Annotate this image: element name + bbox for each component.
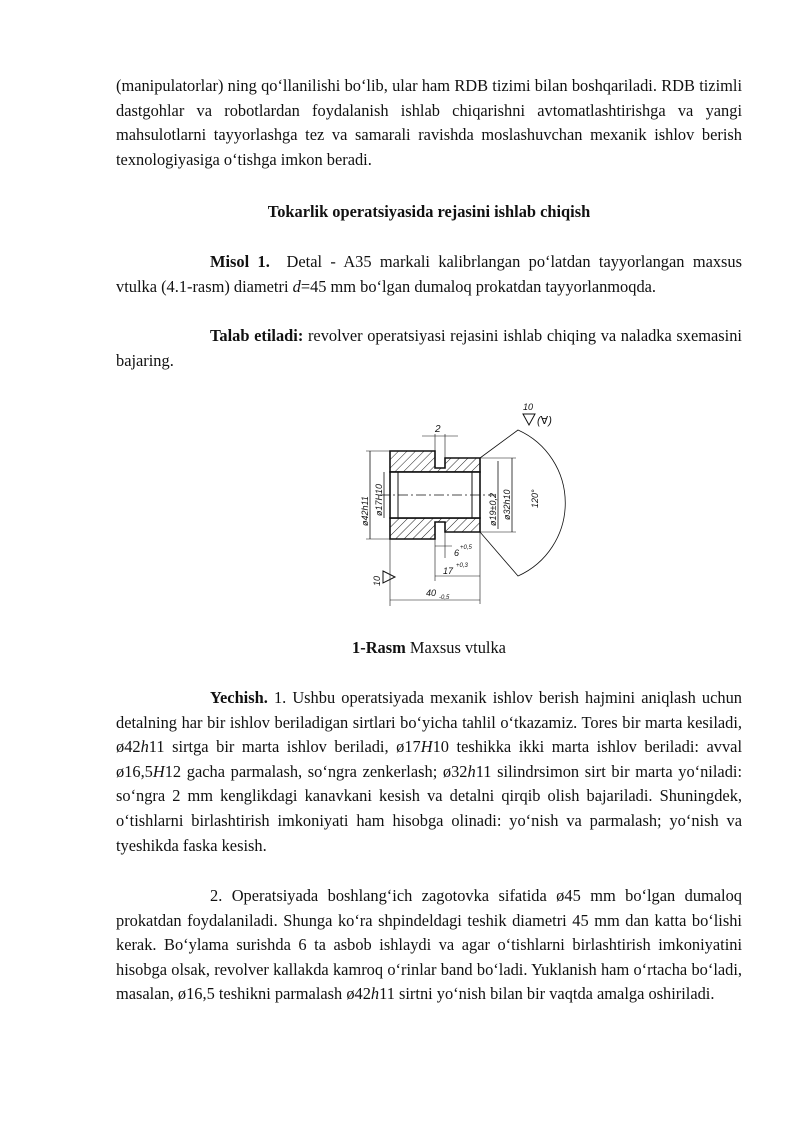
caption-text: Maxsus vtulka (409, 638, 506, 657)
label-rough-left: 10 (372, 575, 382, 586)
roughness-left-icon (383, 571, 395, 583)
section-title: Tokarlik operatsiyasida rejasini ishlab chiqish (267, 202, 591, 221)
yechish-var-2: H (420, 737, 433, 757)
label-len6-tol: +0,5 (460, 545, 472, 551)
talab-label: Talab etiladi: (210, 326, 304, 345)
yechish-var-4: h (467, 761, 476, 781)
label-d32: ø32h10 (502, 489, 512, 520)
label-len17: 17 (443, 566, 454, 576)
roughness-icon (523, 414, 535, 425)
figure-caption (116, 636, 742, 661)
label-len17-tol: +0,3 (456, 563, 468, 569)
bushing-drawing-svg (360, 396, 580, 611)
yechish-text-5: 11 silindrsimon sirt bir marta yo‘niladi: so‘ngra 2 mm kenglikdagi kanavkani kesish va detalni qirqib olish bajariladi. Shuningdek, o‘tishlarni birlashtirish imkoniyati ham hisobga olinadi: yo‘nish va parmalash; yo‘nish va tyeshikda faska kesish. (116, 761, 742, 855)
label-rough-top: 10 (523, 402, 534, 412)
caption-label: 1-Rasm (352, 638, 406, 657)
p2-text-1: 2. Operatsiyada boshlang‘ich zagotovka sifatida ø45 mm bo‘lgan dumaloq prokatdan foydalaniladi. Shunga ko‘ra shpindeldagi teshik diametri 45 mm dan katta bo‘lishi kerak. Bo‘ylama surishda 6 ta asbob ishlaydi va agar o‘tishlarni birlashtirish imkoniyatini hisobga olsak, revolver kallakda kamroq o‘rinlar band bo‘ladi. Yuklanish ham o‘rtacha bo‘ladi, masalan, ø16,5 teshikni parmalash ø42 (116, 886, 742, 1004)
label-d42: ø42h11 (360, 496, 370, 526)
talab-paragraph (116, 324, 742, 373)
intro-paragraph: (manipulatorlar) ning qo‘llanilishi bo‘lib, ular ham RDB tizimi bilan boshqariladi. RDB tizimli dastgohlar va robotlardan foydalanish ishlab chiqarishni avtomatlashtirishga va yangi mahsulotlarni tayyorlashga tez va samarali ravishda moslashuvchan mexanik ishlov berish texnologiyasiga o‘tishga imkon beradi. (116, 76, 742, 169)
talab-text: revolver operatsiyasi rejasini ishlab chiqing va naladka sxemasini bajaring. (116, 326, 742, 370)
yechish-text-3: 10 teshikka ikki marta ishlov beriladi: avval ø16,5 (116, 737, 743, 781)
label-rough-top-paren: (∀) (537, 415, 552, 427)
yechish-var-1: h (140, 737, 149, 757)
label-len40-tol: -0,5 (439, 595, 450, 601)
misol-label: Misol 1. (210, 252, 270, 271)
yechish-text-4: 12 gacha parmalash, so‘ngra zenkerlash; ø32 (164, 761, 468, 781)
second-paragraph (116, 884, 742, 1007)
misol-paragraph (116, 250, 742, 299)
yechish-label: Yechish. (210, 688, 268, 707)
label-len6: 6 (454, 548, 460, 558)
misol-variable: d (292, 276, 301, 296)
misol-text-a: Detal - A35 markali kalibrlangan po‘latdan tayyorlangan maxsus vtulka (4.1-rasm) diametri (116, 252, 742, 296)
label-d17: ø17H10 (374, 483, 384, 516)
label-d19: ø19±0,2 (488, 493, 498, 526)
section-top (390, 451, 480, 472)
yechish-text-2: 11 sirtga bir marta ishlov beriladi, ø17 (148, 737, 421, 757)
yechish-text-1: 1. Ushbu operatsiyada mexanik ishlov berish hajmini aniqlash uchun detalning har bir ishlov beriladigan sirtlari bo‘yicha tahlil o‘tkazamiz. Tores bir marta kesiladi, ø42 (116, 688, 742, 757)
section-bottom (390, 518, 480, 539)
label-len40: 40 (426, 588, 437, 598)
yechish-var-3: H (152, 761, 165, 781)
p2-var-1: h (370, 984, 380, 1004)
bushing-drawing (360, 396, 580, 611)
misol-text-b: =45 mm bo‘lgan dumaloq prokatdan tayyorlanmoqda. (300, 276, 657, 296)
label-groove: 2 (435, 424, 441, 435)
label-angle: 120° (530, 489, 540, 508)
yechish-paragraph (116, 686, 742, 858)
p2-text-2: 11 sirtni yo‘nish bilan bir vaqtda amalga oshiriladi. (379, 984, 715, 1004)
